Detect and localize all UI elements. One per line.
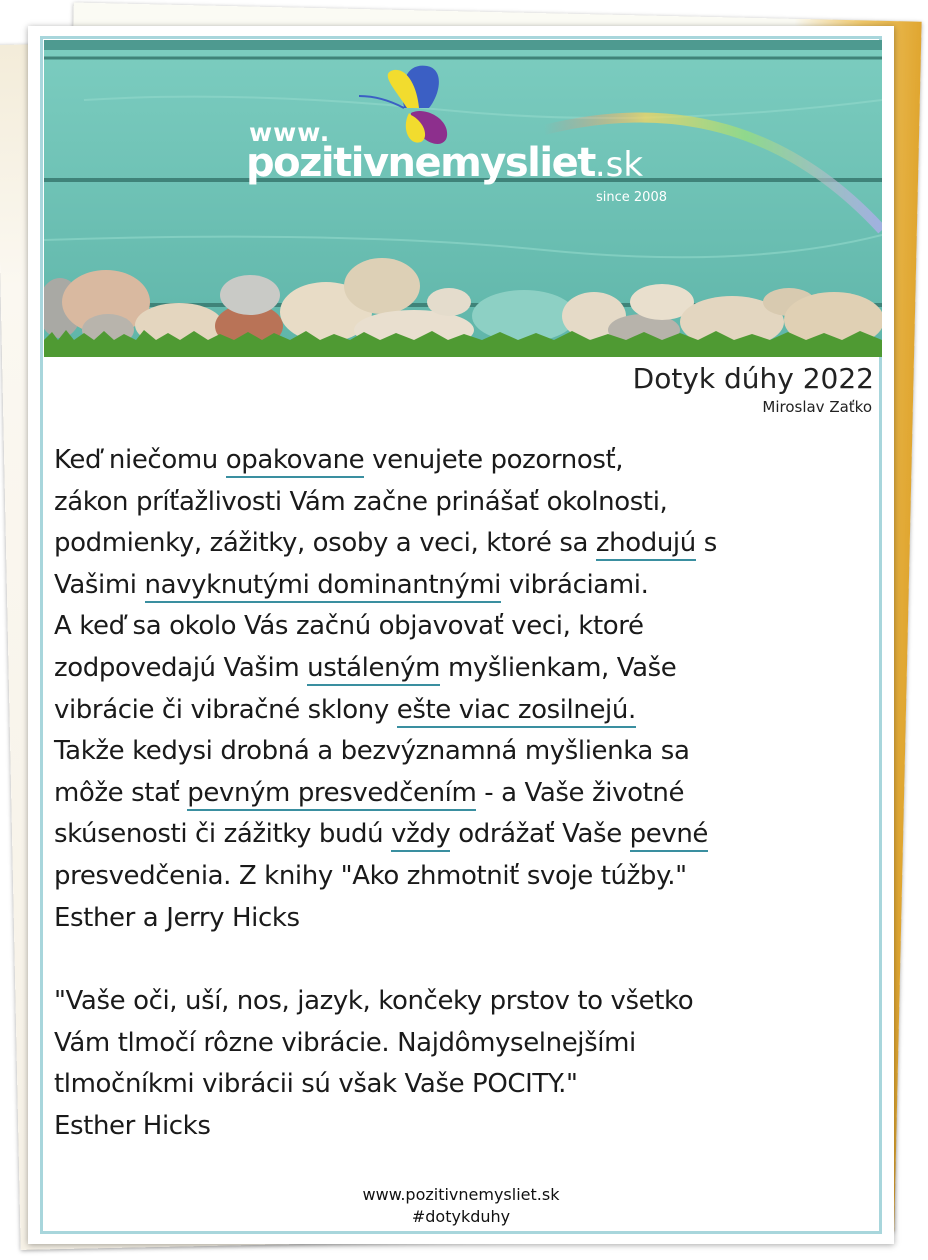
logo-name <box>246 140 643 186</box>
text-line: Vám tlmočí rôzne vibrácie. Najdômyselnejšími <box>54 1027 636 1058</box>
quote-text <box>54 440 874 1148</box>
logo-since: since 2008 <box>596 190 667 205</box>
footer-url: www.pozitivnemysliet.sk <box>362 1185 560 1204</box>
text-segment: zodpovedajú Vašim <box>54 652 308 683</box>
poster-card <box>28 26 894 1244</box>
blank-line <box>54 939 874 981</box>
underlined-phrase: zhodujú <box>596 528 696 561</box>
text-segment: myšlienkam, Vaše <box>440 652 677 683</box>
text-segment: s <box>695 528 717 559</box>
header-image <box>44 40 882 357</box>
text-line: presvedčenia. Z knihy "Ako zhmotniť svoje túžby." <box>54 860 687 891</box>
footer-hashtag: #dotykduhy <box>411 1207 511 1226</box>
underlined-phrase: ustáleným <box>307 653 440 686</box>
text-segment: Keď niečomu <box>54 445 226 475</box>
logo-name-text: pozitivnemysliet <box>246 140 595 186</box>
text-line: zákon príťažlivosti Vám začne prinášať okolnosti, <box>54 486 668 517</box>
underlined-phrase: navyknutými dominantnými <box>145 570 501 603</box>
text-segment: vibrácie či vibračné sklony <box>54 694 397 725</box>
text-line <box>54 690 874 732</box>
text-line <box>54 440 874 482</box>
text-line: tlmočníkmi vibrácii sú však Vaše POCITY." <box>54 1069 578 1100</box>
underlined-phrase: vždy <box>391 819 450 852</box>
text-line: "Vaše oči, uší, nos, jazyk, končeky prstov to všetko <box>54 986 694 1017</box>
underlined-phrase: opakovane <box>226 445 365 478</box>
underlined-phrase: ešte viac zosilnejú. <box>397 695 636 728</box>
text-segment: - a Vaše životné <box>476 777 685 808</box>
text-line <box>54 648 874 690</box>
text-segment: vibráciami. <box>500 569 649 600</box>
underlined-phrase: pevným presvedčením <box>187 778 476 811</box>
text-line <box>54 565 874 607</box>
text-line: A keď sa okolo Vás začnú objavovať veci, ktoré <box>54 611 644 642</box>
logo-tld: .sk <box>594 145 644 185</box>
text-line <box>54 773 874 815</box>
underlined-phrase: pevné <box>630 819 708 852</box>
butterfly-icon <box>349 58 469 153</box>
text-segment: Vašimi <box>54 569 145 600</box>
poster-author: Miroslav Zaťko <box>762 398 872 416</box>
text-line: Esther Hicks <box>54 1110 211 1141</box>
site-logo <box>244 78 704 218</box>
poster-title: Dotyk dúhy 2022 <box>632 362 874 395</box>
text-segment: skúsenosti či zážitky budú <box>54 819 392 850</box>
logo-www: www. <box>249 118 331 147</box>
text-segment: venujete pozornosť, <box>364 445 624 475</box>
text-line: Takže kedysi drobná a bezvýznamná myšlienka sa <box>54 736 690 767</box>
text-line <box>54 814 874 856</box>
text-line: Esther a Jerry Hicks <box>54 902 300 933</box>
text-segment: podmienky, zážitky, osoby a veci, ktoré sa <box>54 528 596 559</box>
text-segment: odrážať Vaše <box>450 819 630 850</box>
poster-footer <box>28 1184 894 1228</box>
text-line <box>54 523 874 565</box>
text-segment: môže stať <box>54 777 188 808</box>
